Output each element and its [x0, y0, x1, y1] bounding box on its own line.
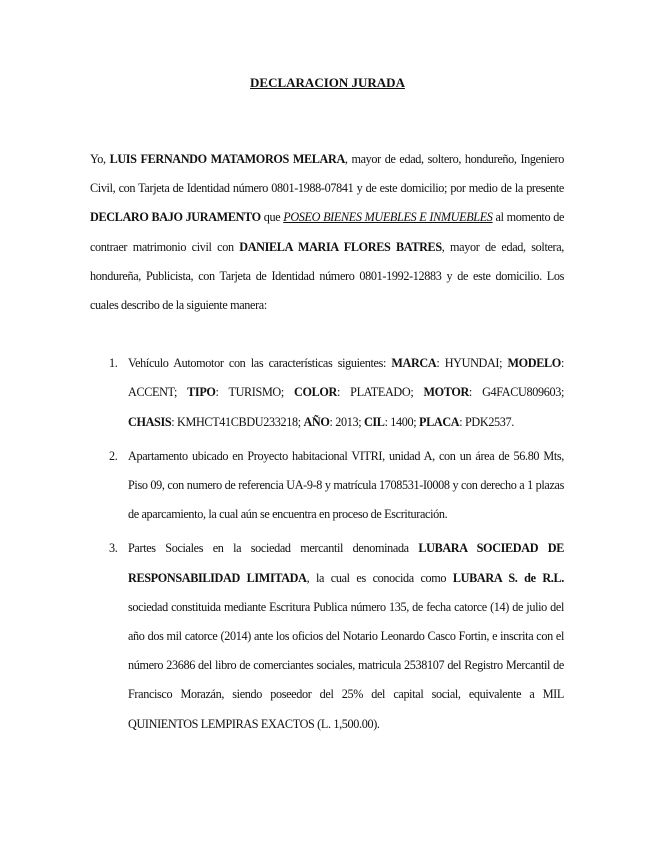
color-value: : PLATEADO;	[337, 385, 424, 400]
marca-label: MARCA	[391, 356, 437, 371]
placa-value: : PDK2537.	[459, 414, 514, 429]
company-short-name: LUBARA S. de R.L.	[452, 570, 564, 585]
document-title: DECLARACION JURADA	[250, 75, 405, 90]
intro-text-2: , mayor de edad, soltero, hondureño, Ingeniero Civil, con Tarjeta de Identidad número 0801-1988-07841 y de este domicilio; por medio de la presente	[90, 152, 564, 196]
intro-text-5: , mayor de edad, soltera, hondureña, Publicista, con Tarjeta de Identidad número 0801-1992-12883 y de este domicilio. Los cuales describo de la siguiente manera:	[90, 239, 565, 313]
modelo-label: MODELO	[507, 356, 561, 371]
company-name: LUBARA SOCIEDAD DE RESPONSABILIDAD LIMITADA	[128, 541, 564, 585]
list-number: 3.	[109, 541, 118, 556]
motor-label: MOTOR	[423, 385, 469, 400]
item1-text: Vehículo Automotor con las características siguientes:	[128, 356, 392, 371]
tipo-label: TIPO	[187, 385, 216, 400]
cil-label: CIL	[363, 414, 385, 429]
cil-value: : 1400;	[384, 414, 420, 429]
tipo-value: : TURISMO;	[215, 385, 295, 400]
list-number: 2.	[109, 448, 118, 463]
declarant-name: LUIS FERNANDO MATAMOROS MELARA	[109, 152, 345, 166]
list-number: 1.	[109, 356, 118, 371]
spouse-name: DANIELA MARIA FLORES BATRES	[239, 239, 442, 254]
anio-label: AÑO	[303, 414, 330, 429]
anio-value: : 2013;	[329, 414, 364, 429]
chasis-label: CHASIS	[128, 414, 172, 429]
placa-label: PLACA	[419, 414, 460, 429]
modelo-value: : ACCENT;	[128, 356, 564, 400]
declaro-phrase: DECLARO BAJO JURAMENTO	[90, 210, 261, 225]
intro-paragraph	[90, 145, 564, 320]
list-item-shares	[90, 534, 564, 738]
item3-text-1: Partes Sociales en la sociedad mercantil denominada	[128, 541, 419, 556]
document-body	[90, 145, 564, 739]
intro-text-1: Yo,	[90, 152, 110, 166]
color-label: COLOR	[294, 385, 337, 400]
motor-value: : G4FACU809603;	[468, 385, 564, 400]
marca-value: : HYUNDAI;	[436, 356, 508, 371]
chasis-value: : KMHCT41CBDU233218;	[171, 414, 304, 429]
item2-text: Apartamento ubicado en Proyecto habitacional VITRI, unidad A, con un área de 56.80 Mts, Piso 09, con numero de referencia UA-9-8 y matrícula 1708531-I0008 y con derecho a 1 plazas de aparcamiento, la cual aún se encuentra en proceso de Escrituración.	[128, 448, 564, 522]
list-item-apartment	[90, 442, 564, 530]
assets-list	[90, 349, 564, 739]
intro-text-4: al momento de contraer matrimonio civil con	[90, 210, 564, 254]
list-item-vehicle	[90, 349, 564, 437]
item3-text-3: sociedad constituida mediante Escritura Publica número 135, de fecha catorce (14) de julio del año dos mil catorce (2014) ante los oficios del Notario Leonardo Casco Fortin, e inscrita con el número 23686 del libro de comerciantes sociales, matricula 2538107 del Registro Mercantil de Francisco Morazán, siendo poseedor del 25% del capital social, equivalente a MIL QUINIENTOS LEMPIRAS EXACTOS (L. 1,500.00).	[128, 599, 564, 731]
poseo-phrase: POSEO BIENES MUEBLES E INMUEBLES	[283, 210, 493, 225]
intro-text-3: que	[260, 210, 284, 225]
item3-text-2: , la cual es conocida como	[306, 570, 453, 585]
